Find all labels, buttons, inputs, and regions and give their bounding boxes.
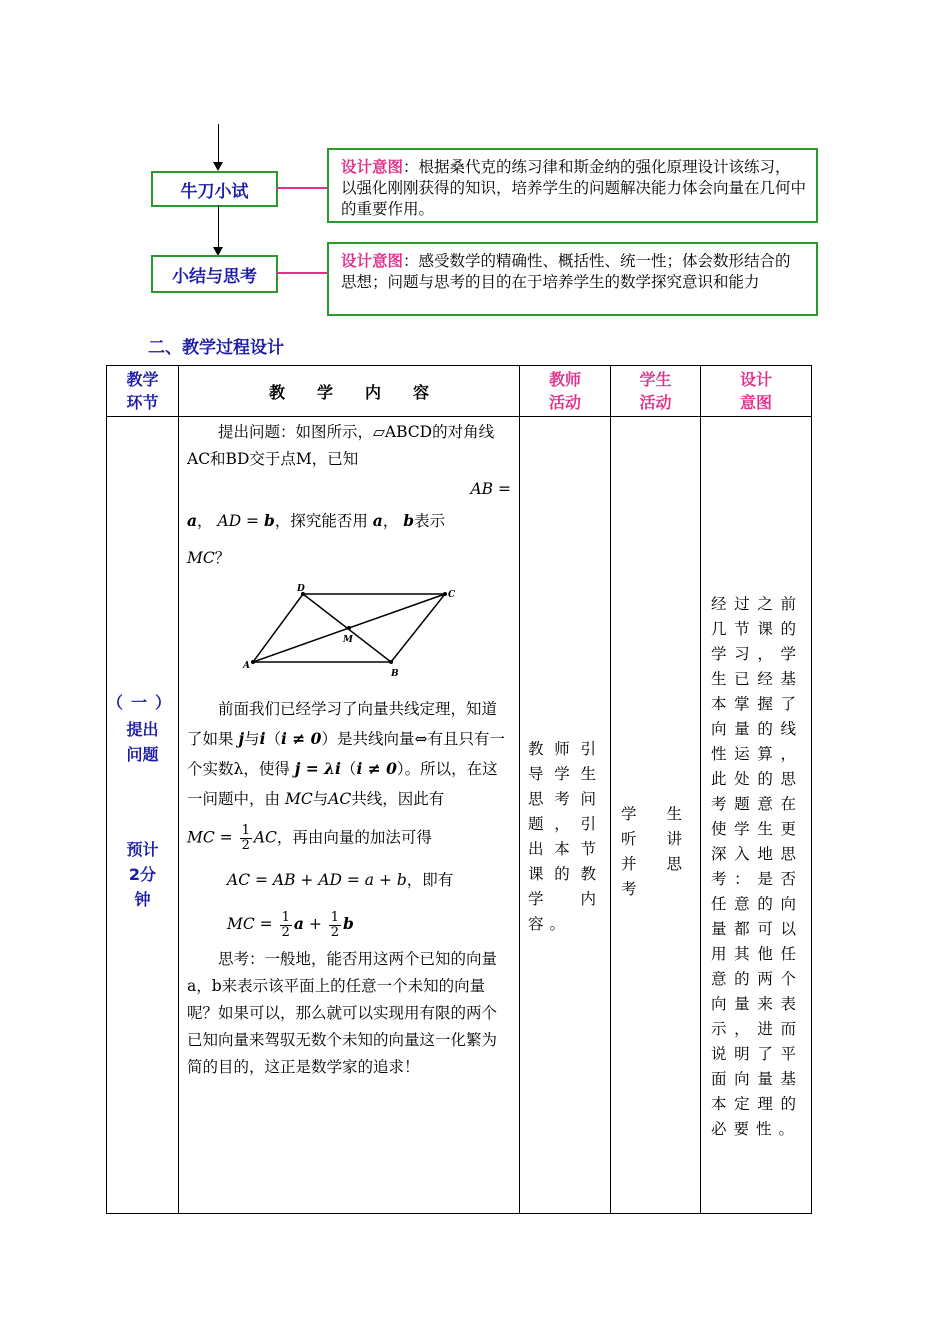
vector-ab: AB [470, 480, 494, 498]
vector-a: a [187, 511, 198, 530]
theorem-condition: 是共线向量⇔有且只有一个实数λ，使得 [187, 730, 505, 778]
flow-box-label: 牛刀小试 [180, 181, 249, 202]
vector-b: b [403, 511, 415, 530]
header-student: 学生活动 [611, 366, 701, 417]
label-A: A [243, 661, 250, 671]
vector-ac: AC [253, 828, 277, 847]
stage-name: 提出问题 [126, 720, 159, 764]
table-row [107, 417, 812, 1214]
label-D: D [297, 584, 305, 594]
flow-box-niudaoxiaoshi [151, 171, 278, 207]
flow-connector-top [218, 124, 219, 166]
student-activity-cell [611, 417, 701, 1214]
comma: ， [197, 512, 213, 530]
think-paragraph: 思考：一般地，能否用这两个已知的向量a，b来表示该平面上的任意一个未知的向量呢？如果可以，那么就可以实现用有限的两个已知向量来驾驭无数个未知的向量这一化繁为简的目的，这正是数学家的追求！ [187, 949, 498, 1076]
result-equation: MC = $\frac{1}{2}$ a + $\frac{1}{2}$ b [227, 909, 354, 940]
design-intent-note-1 [327, 148, 818, 223]
lambda-equation: j = λi [294, 759, 341, 778]
fraction-half [240, 824, 252, 853]
problem-represent: 表示 [414, 512, 446, 530]
stage-time: 预计2分钟 [126, 840, 159, 909]
collinear-theorem: 前面我们已经学习了向量共线定理，知道了如果 j与i（i ≠ 0）是共线向量⇔有且只有一个实数λ，使得 j = λi（i ≠ 0）。所以，在这一问题中，由 MC与AC共线，因此有 [187, 700, 505, 808]
stage-number: （一） [107, 693, 180, 712]
vector-mc: MC [187, 549, 215, 567]
label-M: M [343, 635, 353, 645]
vector-sum: AC = AB + AD = a + b [227, 871, 407, 889]
teaching-process-table [106, 365, 812, 1214]
header-intent: 设计意图 [701, 366, 812, 417]
theorem-application: 。所以，在这一问题中，由 [187, 760, 498, 808]
theorem-text: 前面我们已经学习了向量共线定理，知道了如果 [187, 700, 498, 748]
conjunction: 与 [312, 790, 329, 808]
note-label: 设计意图 [341, 251, 404, 270]
problem-target [187, 545, 511, 572]
nonzero-condition: i ≠ 0 [356, 759, 397, 778]
fraction-half [329, 911, 341, 940]
parallelogram-figure [187, 584, 507, 684]
denominator: 2 [241, 838, 250, 853]
vector-mc: MC [227, 915, 255, 933]
vector-a: a [293, 914, 304, 933]
vector-mc: MC [284, 790, 313, 808]
header-stage: 教学环节 [107, 366, 179, 417]
half-equation: MC = $\frac{1}{2}$ AC，再由向量的加法可得 [187, 823, 432, 853]
vector-ad: AD [217, 512, 242, 530]
numerator: 1 [241, 823, 250, 838]
design-intent-cell [701, 417, 812, 1214]
problem-question: ，探究能否用 [274, 512, 368, 530]
label-B: B [391, 669, 399, 679]
vector-a: a [372, 511, 383, 530]
flow-arrow-1 [213, 162, 223, 171]
table-header-row [107, 366, 812, 417]
denominator: 2 [281, 924, 290, 940]
teacher-activity-cell [520, 417, 611, 1214]
numerator: 1 [330, 909, 340, 925]
stage-cell [107, 417, 179, 1214]
section-title: 二、教学过程设计 [148, 338, 284, 358]
note-text: ：根据桑代克的练习律和斯金纳的强化原理设计该练习，以强化刚刚获得的知识，培养学生的问题解决能力体会向量在几何中的重要作用。 [341, 158, 807, 218]
note-label: 设计意图 [341, 157, 404, 176]
design-intent-note-2 [327, 242, 818, 316]
fraction-half [280, 911, 292, 940]
question-mark: ？ [214, 549, 231, 567]
numerator: 1 [281, 909, 290, 925]
connector-line-2 [276, 272, 328, 274]
design-intent-text: 经过之前几节课的学习，学生已经基本掌握了向量的线性运算，此处的思考题意在使学生更深入地思考：是否任意的向量都可以用其他任意的两个向量来表示，进而说明了平面向量基本定理的必要性。 [711, 595, 803, 1138]
equals-sign: = [498, 480, 511, 498]
vector-mc: MC [187, 828, 215, 847]
vector-j: j [238, 729, 245, 748]
vector-b: b [343, 914, 354, 933]
problem-givens: AB = a， AD = b，探究能否用 a， b表示 [187, 480, 511, 530]
label-C: C [448, 590, 456, 600]
content-cell [179, 417, 520, 1214]
note-text: ：感受数学的精确性、概括性、统一性；体会数形结合的思想；问题与思考的目的在于培养学生的数学探究意识和能力 [341, 252, 791, 291]
student-activity-text: 学生听讲并思考 [621, 805, 692, 898]
thus-text: ，即有 [406, 871, 454, 889]
flow-box-label: 小结与思考 [172, 266, 257, 287]
conjunction: 与 [244, 730, 260, 748]
flow-connector-mid [218, 205, 219, 250]
vector-b: b [263, 511, 275, 530]
denominator: 2 [330, 924, 340, 940]
flow-box-xiaojie [151, 255, 278, 293]
vector-ac: AC [328, 790, 352, 808]
sum-equation [187, 867, 511, 894]
collinear-result: 共线，因此有 [351, 790, 445, 808]
problem-intro: 提出问题：如图所示，▱ABCD的对角线AC和BD交于点M，已知 [187, 423, 495, 468]
teacher-activity-text: 教师引导学生思考问题，引出本节课的教学内容。 [528, 740, 602, 933]
header-content: 教 学 内 容 [179, 366, 520, 417]
connector-line-1 [276, 187, 328, 189]
vector-i: i [259, 729, 266, 748]
nonzero-condition: i ≠ 0 [280, 729, 322, 748]
header-teacher: 教师活动 [520, 366, 611, 417]
addition-text: ，再由向量的加法可得 [276, 828, 432, 847]
